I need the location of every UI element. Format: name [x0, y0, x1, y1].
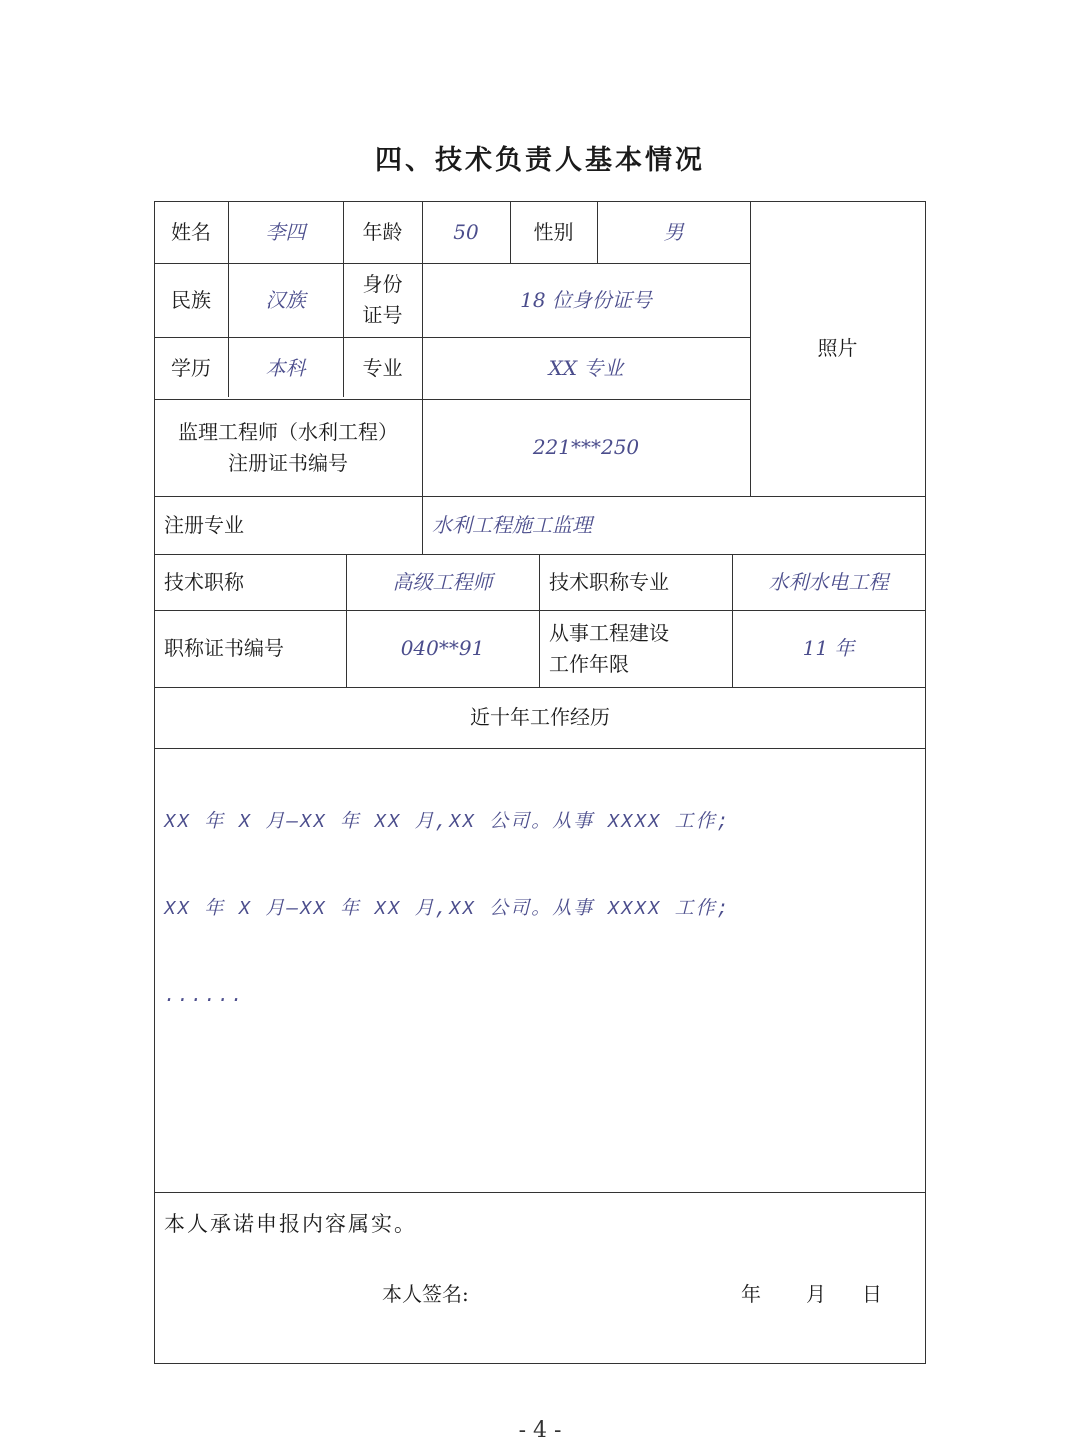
- tech-title-major-value: 水利水电工程: [768, 569, 889, 594]
- photo-placeholder: 照片: [817, 336, 858, 360]
- date-day: 日: [862, 1282, 882, 1306]
- tech-title-value: 高级工程师: [392, 569, 493, 594]
- id-label-line2: 证号: [362, 303, 403, 327]
- experience-line: ......: [164, 985, 245, 1007]
- ethnicity-value: 汉族: [265, 287, 306, 312]
- id-label-line1: 身份: [362, 272, 403, 296]
- gender-value: 男: [663, 219, 684, 244]
- id-value: 18 位身份证号: [520, 287, 652, 312]
- reg-major-label: 注册专业: [164, 512, 244, 537]
- name-label: 姓名: [171, 219, 211, 244]
- reg-major-value: 水利工程施工监理: [432, 512, 592, 537]
- years-value: 11 年: [802, 636, 855, 660]
- promise-text: 本人承诺申报内容属实。: [164, 1212, 417, 1236]
- title-cert-value: 040**91: [400, 636, 485, 660]
- experience-line: XX 年 X 月—XX 年 XX 月,XX 公司。从事 XXXX 工作;: [164, 898, 731, 920]
- date-year: 年: [741, 1282, 761, 1306]
- years-label-line1: 从事工程建设: [549, 620, 669, 645]
- tech-title-label: 技术职称: [164, 569, 244, 594]
- experience-line: XX 年 X 月—XX 年 XX 月,XX 公司。从事 XXXX 工作;: [164, 811, 731, 833]
- tech-title-major-label: 技术职称专业: [549, 569, 669, 594]
- page-number: - 4 -: [518, 1418, 562, 1443]
- experience-list: [164, 750, 904, 1040]
- years-label-line2: 工作年限: [549, 651, 629, 676]
- page-title: 四、技术负责人基本情况: [375, 145, 705, 176]
- cert-label-line2: 注册证书编号: [228, 450, 348, 475]
- date-month: 月: [806, 1282, 826, 1306]
- id-label: [343, 263, 422, 337]
- title-cert-label: 职称证书编号: [164, 636, 284, 660]
- signature-label: 本人签名:: [382, 1282, 469, 1306]
- education-label: 学历: [171, 355, 211, 380]
- cert-value: 221***250: [532, 435, 640, 459]
- major-label: 专业: [362, 355, 403, 380]
- cert-label-line1: 监理工程师（水利工程）: [178, 419, 398, 444]
- ethnicity-label: 民族: [171, 287, 211, 312]
- experience-header: 近十年工作经历: [470, 705, 610, 729]
- education-value: 本科: [265, 355, 306, 380]
- age-label: 年龄: [362, 219, 403, 244]
- name-value: 李四: [265, 219, 306, 244]
- cert-label: [154, 399, 422, 496]
- gender-label: 性别: [533, 219, 574, 244]
- major-value: XX 专业: [548, 355, 624, 380]
- years-label: [539, 610, 732, 687]
- age-value: 50: [453, 219, 479, 244]
